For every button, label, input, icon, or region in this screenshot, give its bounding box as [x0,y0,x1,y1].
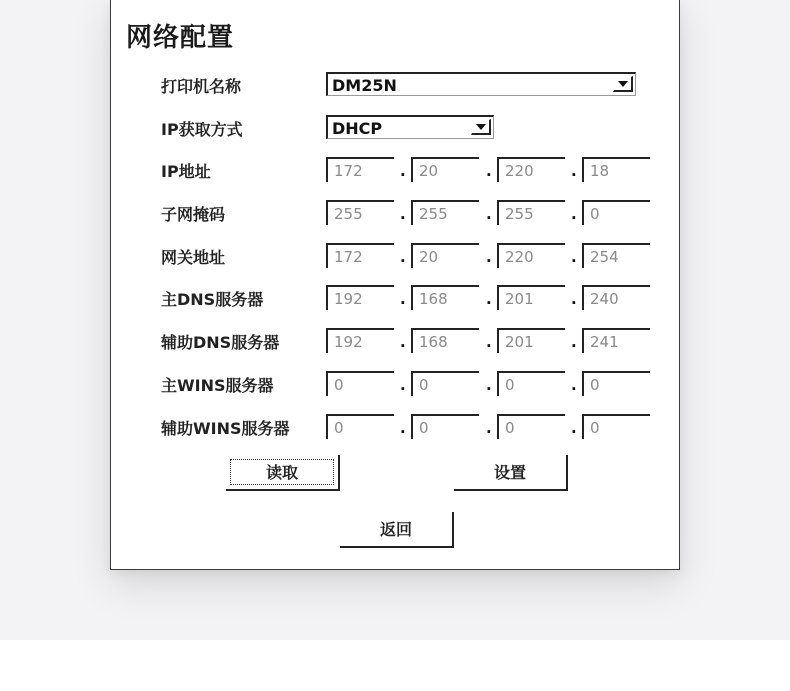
octet-separator: . [400,333,406,351]
primary-wins-label: 主WINS服务器 [161,376,274,395]
primary-wins-row [161,371,661,399]
printer-name-value: DM25N [332,76,397,95]
octet-separator: . [400,419,406,437]
octet-value: 0 [590,376,600,394]
gateway-row [161,243,661,271]
octet-value: 20 [419,248,439,266]
octet-separator: . [400,376,406,394]
secondary-wins-octet-4-field[interactable] [582,414,650,439]
octet-value: 255 [419,205,448,223]
secondary-dns-row [161,328,661,356]
octet-separator: . [571,162,577,180]
ip-mode-select[interactable] [326,115,494,139]
octet-separator: . [400,290,406,308]
secondary-wins-label: 辅助WINS服务器 [161,419,290,438]
gateway-octet-3-field[interactable] [497,243,565,268]
secondary-wins-octet-1-field[interactable] [326,414,394,439]
ip-mode-value: DHCP [332,119,383,138]
chevron-down-icon[interactable] [471,119,491,135]
secondary-wins-octet-3-field[interactable] [497,414,565,439]
ip-address-octet-4-field[interactable] [582,157,650,182]
gateway-label: 网关地址 [161,248,226,267]
octet-separator: . [571,290,577,308]
octet-value: 0 [419,376,429,394]
printer-name-select[interactable] [326,72,636,96]
octet-value: 192 [334,333,363,351]
ip-address-row [161,157,661,185]
octet-value: 20 [419,162,439,180]
subnet-mask-octet-2-field[interactable] [411,200,479,225]
secondary-dns-octet-4-field[interactable] [582,328,650,353]
primary-dns-octet-1-field[interactable] [326,285,394,310]
gateway-octet-2-field[interactable] [411,243,479,268]
primary-dns-octet-4-field[interactable] [582,285,650,310]
gateway-octet-1-field[interactable] [326,243,394,268]
octet-value: 168 [419,290,448,308]
octet-separator: . [571,248,577,266]
secondary-wins-row [161,414,661,442]
subnet-mask-label: 子网掩码 [161,205,226,224]
octet-separator: . [400,248,406,266]
ip-address-octet-2-field[interactable] [411,157,479,182]
octet-separator: . [571,376,577,394]
octet-value: 172 [334,248,363,266]
octet-separator: . [400,162,406,180]
octet-separator: . [486,290,492,308]
octet-value: 254 [590,248,619,266]
set-button[interactable]: 设置 [454,455,568,491]
secondary-dns-octet-2-field[interactable] [411,328,479,353]
printer-name-label: 打印机名称 [161,77,242,96]
octet-separator: . [571,419,577,437]
ip-mode-row [161,115,661,143]
octet-value: 192 [334,290,363,308]
primary-wins-octet-1-field[interactable] [326,371,394,396]
network-config-dialog [110,0,680,570]
octet-value: 220 [505,248,534,266]
octet-value: 0 [334,419,344,437]
octet-separator: . [571,205,577,223]
octet-separator: . [486,162,492,180]
octet-value: 255 [505,205,534,223]
ip-address-label: IP地址 [161,162,211,181]
octet-separator: . [486,419,492,437]
subnet-mask-octet-1-field[interactable] [326,200,394,225]
octet-value: 168 [419,333,448,351]
primary-wins-octet-4-field[interactable] [582,371,650,396]
octet-value: 220 [505,162,534,180]
octet-value: 0 [590,205,600,223]
ip-mode-label: IP获取方式 [161,120,243,139]
octet-value: 0 [505,376,515,394]
octet-value: 201 [505,290,534,308]
ip-address-octet-1-field[interactable] [326,157,394,182]
primary-wins-octet-2-field[interactable] [411,371,479,396]
secondary-dns-label: 辅助DNS服务器 [161,333,280,352]
primary-dns-octet-3-field[interactable] [497,285,565,310]
printer-name-row [161,72,661,100]
octet-value: 201 [505,333,534,351]
primary-dns-row [161,285,661,313]
primary-wins-octet-3-field[interactable] [497,371,565,396]
octet-separator: . [486,333,492,351]
ip-address-octet-3-field[interactable] [497,157,565,182]
back-button[interactable]: 返回 [340,512,454,548]
read-button[interactable]: 读取 [226,455,340,491]
secondary-wins-octet-2-field[interactable] [411,414,479,439]
subnet-mask-octet-3-field[interactable] [497,200,565,225]
primary-dns-label: 主DNS服务器 [161,290,264,309]
octet-separator: . [486,205,492,223]
octet-separator: . [571,333,577,351]
secondary-dns-octet-3-field[interactable] [497,328,565,353]
octet-value: 0 [334,376,344,394]
octet-value: 0 [590,419,600,437]
octet-separator: . [486,376,492,394]
octet-value: 240 [590,290,619,308]
octet-value: 255 [334,205,363,223]
octet-separator: . [486,248,492,266]
chevron-down-icon[interactable] [613,76,633,92]
subnet-mask-row [161,200,661,228]
octet-value: 241 [590,333,619,351]
gateway-octet-4-field[interactable] [582,243,650,268]
octet-value: 0 [419,419,429,437]
octet-separator: . [400,205,406,223]
primary-dns-octet-2-field[interactable] [411,285,479,310]
dialog-title: 网络配置 [126,23,235,53]
secondary-dns-octet-1-field[interactable] [326,328,394,353]
subnet-mask-octet-4-field[interactable] [582,200,650,225]
octet-value: 172 [334,162,363,180]
octet-value: 18 [590,162,610,180]
octet-value: 0 [505,419,515,437]
